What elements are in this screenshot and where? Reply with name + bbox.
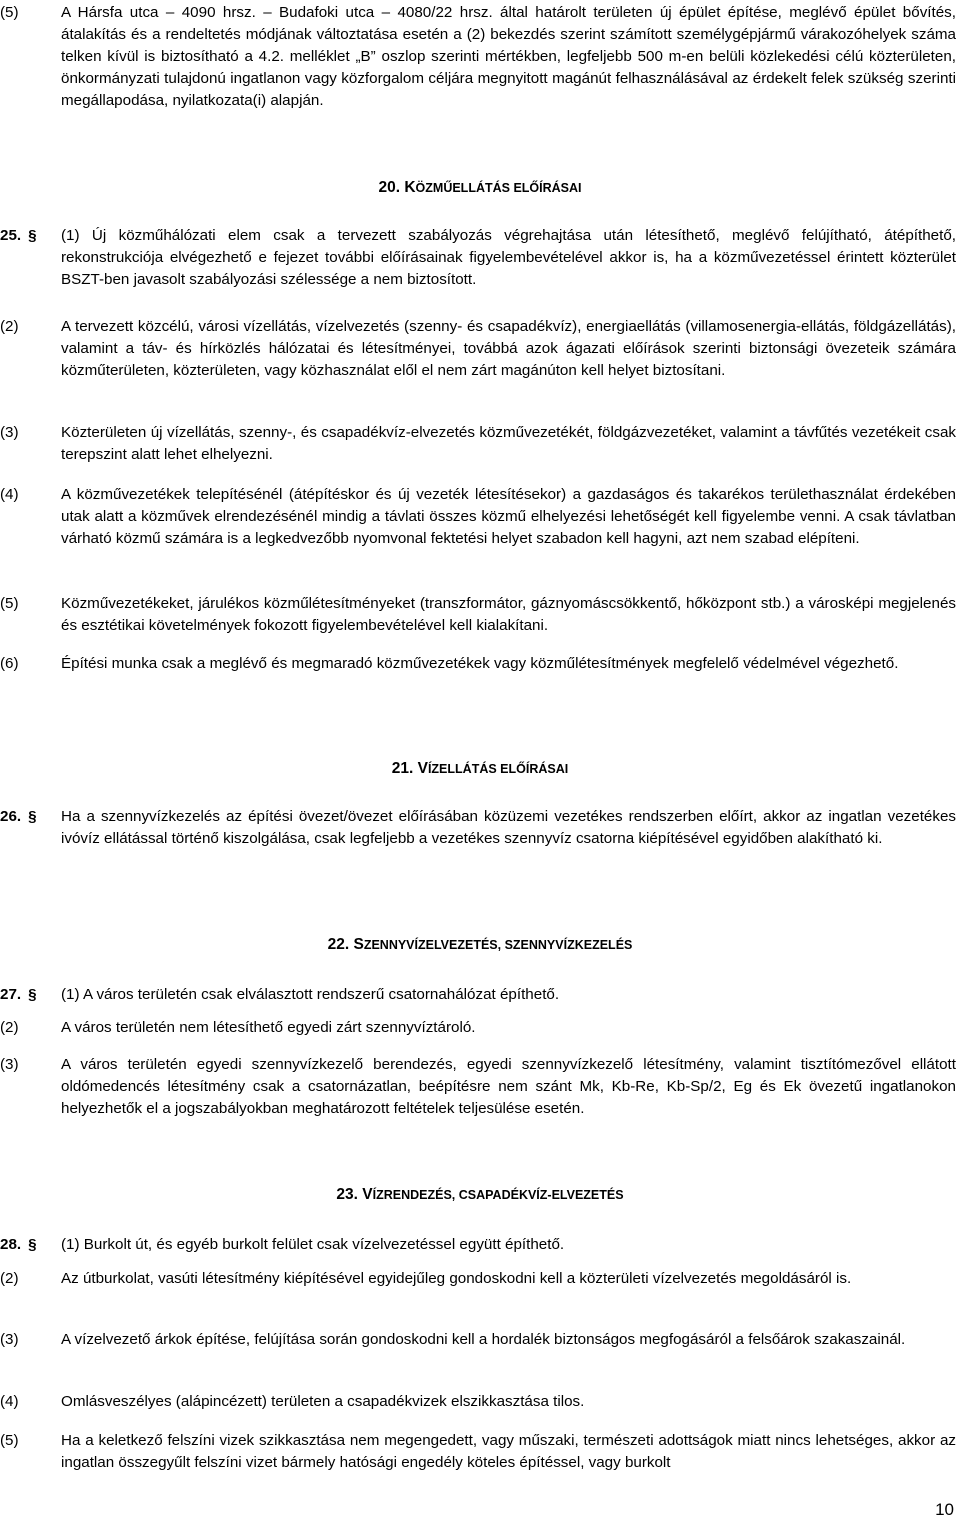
heading-first-letter: V bbox=[362, 1186, 373, 1203]
paragraph-text: Ha a keletkező felszíni vizek szikkasztása nem megengedett, vagy műszaki, természeti adottságok miatt nincs lehetséges, akkor az ingatlan összegyűlt felszíni vizet bármely hatósági engedély köteles építéssel, vagy burkolt bbox=[61, 1432, 956, 1471]
section-28-paragraph-2 bbox=[0, 1268, 956, 1290]
paragraph-number: (3) bbox=[0, 1056, 19, 1073]
heading-number: 21. bbox=[391, 760, 418, 777]
heading-21-vizellatas bbox=[0, 758, 960, 780]
paragraph-number: (5) bbox=[0, 1432, 19, 1449]
section-symbol: § bbox=[28, 808, 37, 825]
section-number bbox=[0, 1234, 39, 1256]
paragraph-text: A Hársfa utca – 4090 hrsz. – Budafoki utca – 4080/22 hrsz. által határolt területen új épület építése, meglévő épület bővítés, átalakítás és a rendeltetés módjának változtatása esetén a (2) bekezdés szerint számított személygépjármű várakozóhelyek száma telken kívül is biztosítható a 4.2. melléklet „B” oszlop szerinti mértékben, legfeljebb 500 m-en belüli közlekedési célú közterületen, önkormányzati tulajdonú ingatlanon vagy közforgalom céljára megnyitott magánút felhasználásával az érdekelt felek szükség szerinti megállapodása, nyilatkozata(i) alapján. bbox=[61, 4, 956, 109]
paragraph-number: (3) bbox=[0, 424, 19, 441]
paragraph-text: Építési munka csak a meglévő és megmaradó közművezetékek vagy közműlétesítmények megfelelő védelmével végezhető. bbox=[61, 655, 899, 672]
paragraph-text: A város területén nem létesíthető egyedi zárt szennyvíztároló. bbox=[61, 1019, 476, 1036]
section-26 bbox=[0, 806, 956, 850]
heading-number: 20. bbox=[378, 179, 405, 196]
section-25-paragraph-4 bbox=[0, 484, 956, 550]
paragraph-text: A tervezett közcélú, városi vízellátás, vízelvezetés (szenny- és csapadékvíz), energiaellátás (villamosenergia-ellátás, földgázellátás), valamint a táv- és hírközlés hálózatai és létesítményei, továbbá azok ágazati előírások szerinti biztonsági övezeteik számára közműterületen, közterületen, vagy közhasználat elől el nem zárt magánúton kell helyet biztosítani. bbox=[61, 318, 956, 379]
section-27 bbox=[0, 984, 956, 1006]
paragraph-number: (2) bbox=[0, 1270, 19, 1287]
section-number bbox=[0, 225, 39, 247]
section-25 bbox=[0, 225, 956, 291]
section-28-paragraph-3 bbox=[0, 1329, 956, 1351]
paragraph-text: A város területén egyedi szennyvízkezelő berendezés, egyedi szennyvízkezelő létesítmény, valamint tisztítómezővel ellátott oldómedencés létesítmény csak a csatornázatlan, beépítésre nem szánt Mk, Kb-Re, Kb-Sp/2, Eg és Ek övezetű ingatlanokon helyezhetők el a jogszabályokban meghatározott feltételek teljesülése esetén. bbox=[61, 1056, 956, 1117]
section-number bbox=[0, 806, 39, 828]
section-number bbox=[0, 984, 39, 1006]
page-number: 10 bbox=[935, 1500, 954, 1519]
section-28-paragraph-1: (1) Burkolt út, és egyéb burkolt felület csak vízelvezetéssel együtt építhető. bbox=[61, 1236, 565, 1253]
heading-rest: ZENNYVÍZELVEZETÉS, SZENNYVÍZKEZELÉS bbox=[363, 938, 633, 952]
paragraph-text: A közművezetékek telepítésénél (átépítéskor és új vezeték létesítésekor) a gazdaságos és takarékos területhasználat érdekében utak alatt a közművek elrendezésénél mindig a távlati összes közmű elhelyezési lehetőségét kell figyelembe venni. A csak távlatban várható közmű számára is a legkedvezőbb nyomvonal fektetési helyet szabadon kell hagyni, azt nem szabad elépíteni. bbox=[61, 486, 956, 547]
section-27-paragraph-3 bbox=[0, 1054, 956, 1120]
heading-23-vizrendezes bbox=[0, 1184, 960, 1206]
section-27-paragraph-1: (1) A város területén csak elválasztott rendszerű csatornahálózat építhető. bbox=[61, 986, 560, 1003]
heading-rest: ÍZELLÁTÁS ELŐÍRÁSAI bbox=[427, 762, 569, 776]
paragraph-number: (4) bbox=[0, 1393, 19, 1410]
heading-number: 22. bbox=[327, 936, 354, 953]
paragraph-number: (5) bbox=[0, 595, 19, 612]
paragraph-number: (6) bbox=[0, 655, 19, 672]
heading-first-letter: S bbox=[353, 936, 364, 953]
section-symbol: § bbox=[28, 227, 37, 244]
section-label: 25. bbox=[0, 227, 26, 244]
section-25-paragraph-2 bbox=[0, 316, 956, 382]
section-25-paragraph-3 bbox=[0, 422, 956, 466]
section-28-paragraph-4 bbox=[0, 1391, 956, 1413]
section-label: 28. bbox=[0, 1236, 26, 1253]
section-25-paragraph-5 bbox=[0, 593, 956, 637]
section-26-text: Ha a szennyvízkezelés az építési övezet/övezet előírásában közüzemi vezetékes rendszerben előírt, akkor az ingatlan vezetékes ivóvíz ellátással történő kiszolgálása, csak legfeljebb a vezetékes szennyvíz csatorna kiépítésével egyidőben alakítható ki. bbox=[61, 808, 956, 847]
section-symbol: § bbox=[28, 1236, 37, 1253]
paragraph-number: (3) bbox=[0, 1331, 19, 1348]
section-25-paragraph-6 bbox=[0, 653, 956, 675]
section-25-paragraph-1: (1) Új közműhálózati elem csak a tervezett szabályozás végrehajtása után létesíthető, meglévő felújítható, átépíthető, rekonstrukciója elvégezhető e fejezet további előírásainak figyelembevételével akkor is, ha a közművezetéssel érintett közterület BSZT-ben javasolt szabályozási szélessége a nem biztosított. bbox=[61, 227, 956, 288]
heading-rest: ÖZMŰELLÁTÁS ELŐÍRÁSAI bbox=[415, 181, 582, 195]
section-28 bbox=[0, 1234, 956, 1256]
paragraph-text: Közművezetékeket, járulékos közműlétesítményeket (transzformátor, gáznyomáscsökkentő, hőközpont stb.) a városképi megjelenés és esztétikai követelmények fokozott figyelembevételével kell kialakítani. bbox=[61, 595, 956, 634]
paragraph-number: (2) bbox=[0, 318, 19, 335]
paragraph-text: Omlásveszélyes (alápincézett) területen a csapadékvizek elszikkasztása tilos. bbox=[61, 1393, 585, 1410]
heading-first-letter: K bbox=[404, 179, 416, 196]
section-27-paragraph-2 bbox=[0, 1017, 956, 1039]
heading-20-kozmuellatas bbox=[0, 177, 960, 199]
paragraph-text: A vízelvezető árkok építése, felújítása során gondoskodni kell a hordalék biztonságos megfogásáról a felsőárok szakaszainál. bbox=[61, 1331, 906, 1348]
section-28-paragraph-5 bbox=[0, 1430, 956, 1474]
paragraph-number: (2) bbox=[0, 1019, 19, 1036]
paragraph-number: (5) bbox=[0, 4, 19, 21]
section-symbol: § bbox=[28, 986, 37, 1003]
heading-number: 23. bbox=[336, 1186, 363, 1203]
paragraph-5-harsfa bbox=[0, 2, 956, 112]
section-label: 26. bbox=[0, 808, 26, 825]
paragraph-text: Az útburkolat, vasúti létesítmény kiépítésével egyidejűleg gondoskodni kell a közterületi vízelvezetés megoldásáról is. bbox=[61, 1270, 852, 1287]
paragraph-text: Közterületen új vízellátás, szenny-, és csapadékvíz-elvezetés közművezetékét, földgázvezetéket, valamint a távfűtés vezetékeit csak terepszint alatt lehet elhelyezni. bbox=[61, 424, 956, 463]
paragraph-number: (4) bbox=[0, 486, 19, 503]
heading-first-letter: V bbox=[417, 760, 428, 777]
heading-rest: ÍZRENDEZÉS, CSAPADÉKVÍZ-ELVEZETÉS bbox=[372, 1188, 624, 1202]
section-label: 27. bbox=[0, 986, 26, 1003]
heading-22-szennyvizelvezetes bbox=[0, 934, 960, 956]
